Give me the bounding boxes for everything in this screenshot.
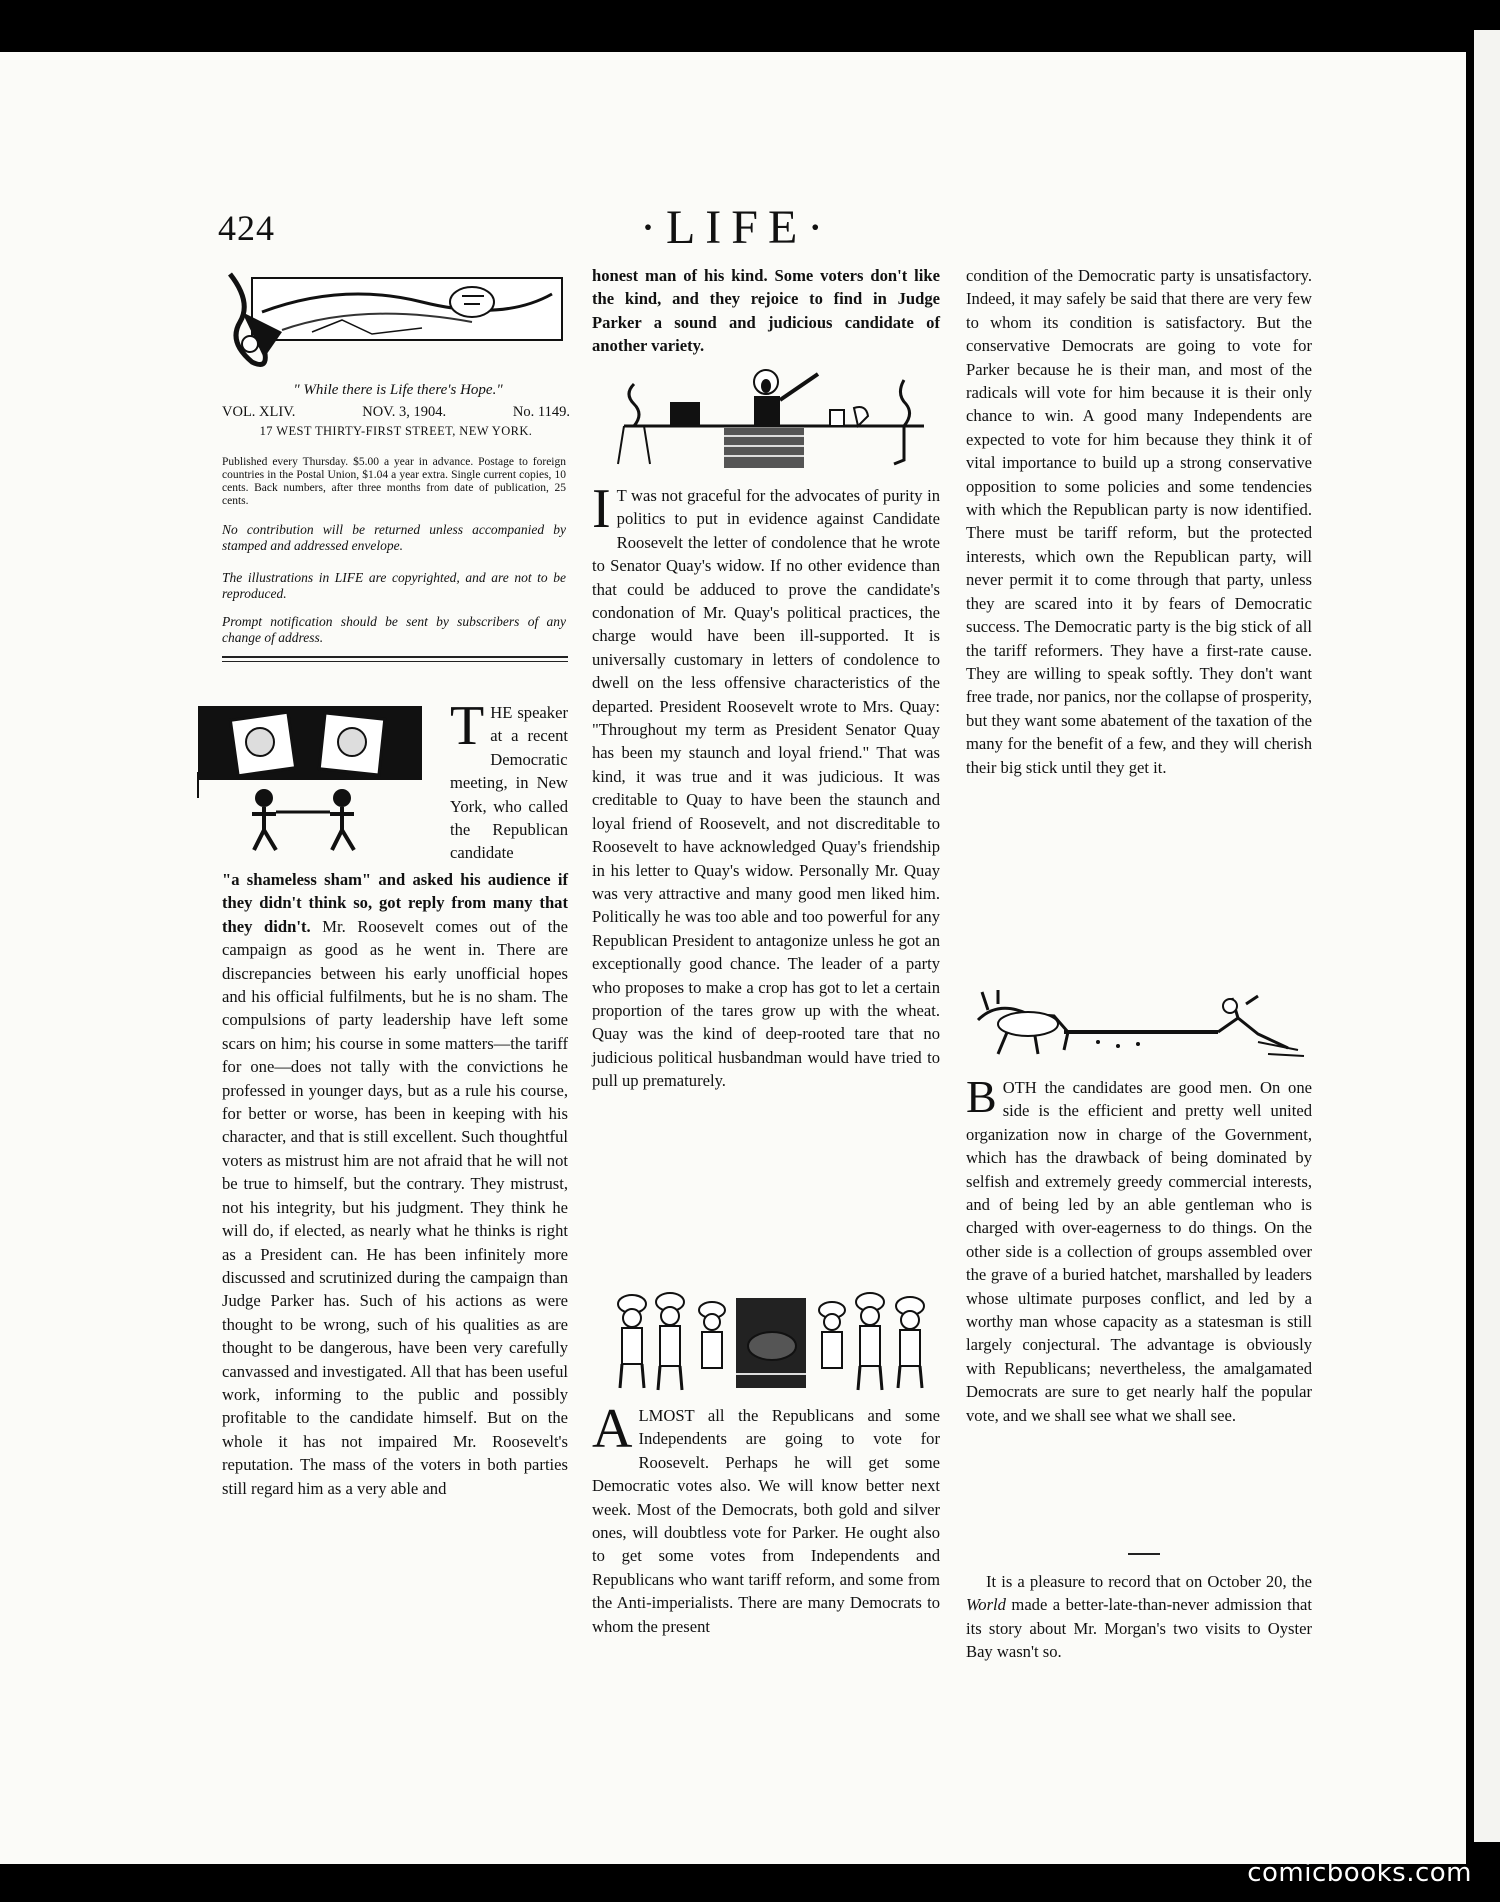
article-quay-letter xyxy=(592,478,940,1093)
article-text-bold: "a shameless sham" and asked his audience if they didn't think so, got reply from many that they didn't. xyxy=(222,870,568,936)
issue-line xyxy=(222,404,570,421)
copyright-notice: The illustrations in LIFE are copyrighted, and are not to be reproduced. xyxy=(222,570,566,601)
adjacent-page-edge xyxy=(1474,30,1500,1842)
article2-text: T was not graceful for the advocates of purity in politics to put in evidence against Candidate Roosevelt the letter of condolence that he wrote to Senator Quay's widow. If no other evidence than that could be adduced to prove the candidate's condonation of Mr. Quay's political practices, the charge would have been ill-supported. It is universally customary in letters of condolence to dwell on the less offensive characteristics of the departed. President Roosevelt wrote to Mrs. Quay: "Throughout my term as President Senator Quay has been my staunch and loyal friend." That was kind, it was true and it was judicious. It was creditable to Quay to have been the staunch and loyal friend of Roosevelt, and not discreditable to Roosevelt to have acknowledged Quay's friendship in his letter to Quay's widow. Personally Mr. Quay was very attractive and many good men liked him. Politically he was too able and too powerful for any Republican President to antagonize unless he got an exceptionally good chance. The leader of a party who proposes to make a crop has got to let a certain proportion of the tares grow up with the wheat. Quay was the kind of deep-rooted tare that no judicious political husbandman would have tried to pull up prematurely. xyxy=(592,486,940,1091)
issue-number: No. 1149. xyxy=(512,404,570,420)
article2-dropcap: I xyxy=(592,478,611,540)
contribution-notice: No contribution will be returned unless accompanied by stamped and addressed envelope. xyxy=(222,522,566,553)
volume-number: VOL. XLIV. xyxy=(222,404,296,420)
article-speaker-intro xyxy=(222,695,568,865)
masthead-vignette-illustration xyxy=(222,272,570,376)
article3-text: LMOST all the Republicans and some Independents are going to vote for Roosevelt. Perhaps he will get some Democratic votes also. We will know better next week. Most of the Democrats, both gold and silver ones, will doubtless vote for Parker. He ought also to get some votes from Independents and Republicans who want tariff reform, and some from the Anti-imperialists. There are many Democrats to whom the present xyxy=(592,1406,940,1636)
site-watermark: comicbooks.com xyxy=(1247,1858,1472,1888)
article5-text-italic: World xyxy=(966,1595,1006,1615)
article-dropcap: T xyxy=(450,695,485,757)
issue-date: NOV. 3, 1904. xyxy=(362,404,447,420)
article-both-candidates xyxy=(966,1071,1312,1427)
publication-info: Published every Thursday. $5.00 a year in advance. Postage to foreign countries in the Postal Union, $1.04 a year extra. Single current copies, 10 cents. Back numbers, after three months from date of publication, 25 cents. xyxy=(222,456,566,507)
section-separator xyxy=(1128,1553,1160,1555)
header-rule-thin xyxy=(222,661,568,662)
continuation-text-col3: condition of the Democratic party is unsatisfactory. Indeed, it may safely be said that there are very few to whom its condition is satisfactory. But the conservative Democrats are going to vote for Parker because he is their man, and most of the radicals will vote for him because it is their only chance to win. A good many Independents are expected to vote for him because they think it of vital importance to build up a strong conservative opposition to some policies and some tendencies with which the Republican party is now identified. There must be tariff reform, but the protected interests, which own the Republican party, will never permit it to come through that party, unless they are scared into it by fears of Democratic success. The Democratic party is the big stick of all the tariff reformers. They have a first-rate cause. They are willing to speak softly. They don't want free trade, nor panics, nor the collapse of prosperity, but they want some abatement of the taxation of the many for the benefit of a few, and they will cherish their big stick until they get it. xyxy=(966,266,1312,777)
article-world-admission xyxy=(966,1570,1312,1664)
chefs-cartoon-illustration xyxy=(600,1288,940,1396)
article-republicans xyxy=(592,1398,940,1638)
article4-dropcap: B xyxy=(966,1071,997,1122)
masthead-title: ·LIFE· xyxy=(640,201,834,254)
page-number: 424 xyxy=(218,208,275,248)
address-change-notice: Prompt notification should be sent by subscribers of any change of address. xyxy=(222,614,566,645)
magazine-motto: " While there is Life there's Hope." xyxy=(293,382,503,398)
article-continuation-col2 xyxy=(592,264,940,358)
article5-text-rest: made a better-late-than-never admission that its story about Mr. Morgan's two visits to Oyster Bay wasn't so. xyxy=(966,1595,1312,1662)
donkey-tug-cartoon-illustration xyxy=(968,990,1314,1060)
publisher-address: 17 WEST THIRTY-FIRST STREET, NEW YORK. xyxy=(259,424,533,438)
orator-cartoon-illustration xyxy=(604,364,944,472)
header-rule xyxy=(222,656,568,658)
article3-dropcap: A xyxy=(592,1398,633,1460)
article4-text: OTH the candidates are good men. On one side is the efficient and pretty well united organization now in charge of the Government, which has the drawback of being dominated by selfish and extremely greedy commercial interests, and of being led by an able gentleman who is charged with over-eagerness to do things. On the other side is a collection of groups assembled over the grave of a buried hatchet, marshalled by leaders whose ultimate purposes conflict, and led by a worthy man whose capacity as a statesman is still largely conjectural. The advantage is obviously with Republicans; nevertheless, the amalgamated Democrats are sure to get nearly half the popular vote, and we shall see what we shall see. xyxy=(966,1078,1312,1425)
article-text-wrap: HE speaker at a recent Democratic meeting, in New York, who called the Republican candidate xyxy=(450,703,568,863)
continuation-text: honest man of his kind. Some voters don't like the kind, and they rejoice to find in Judge Parker a sound and judicious candidate of another variety. xyxy=(592,266,940,356)
article-continuation-col3 xyxy=(966,264,1312,779)
article5-text-plain: It is a pleasure to record that on October 20, the xyxy=(986,1572,1312,1591)
article-text-rest: Mr. Roosevelt comes out of the campaign as good as he went in. There are discrepancies between his early unofficial hopes and his official fulfilments, but he is no sham. The compulsions of party leadership have left some scars on him; his course in some matters—the tariff for one—does not tally with the convictions he professed in younger days, but as a rule his course, for better or worse, has been in keeping with his character, and that is still excellent. Such thoughtful voters as mistrust him are not afraid that he will not be true to himself, but the contrary. They mistrust, not his integrity, but his judgment. They think he will do, if elected, as nearly what he thinks is right as a President can. He has been infinitely more discussed and scrutinized during the campaign than Judge Parker has. Such of his actions as were thought to be wrong, such of his qualities as are thought to be dangerous, have been very carefully canvassed and investigated. All that has been useful work, informing to the public and possibly profitable to the candidate himself. But on the whole it has not impaired Mr. Roosevelt's reputation. The mass of the voters in both parties still regard him as a very able and xyxy=(222,916,568,1498)
article-speaker-body xyxy=(222,868,568,1500)
